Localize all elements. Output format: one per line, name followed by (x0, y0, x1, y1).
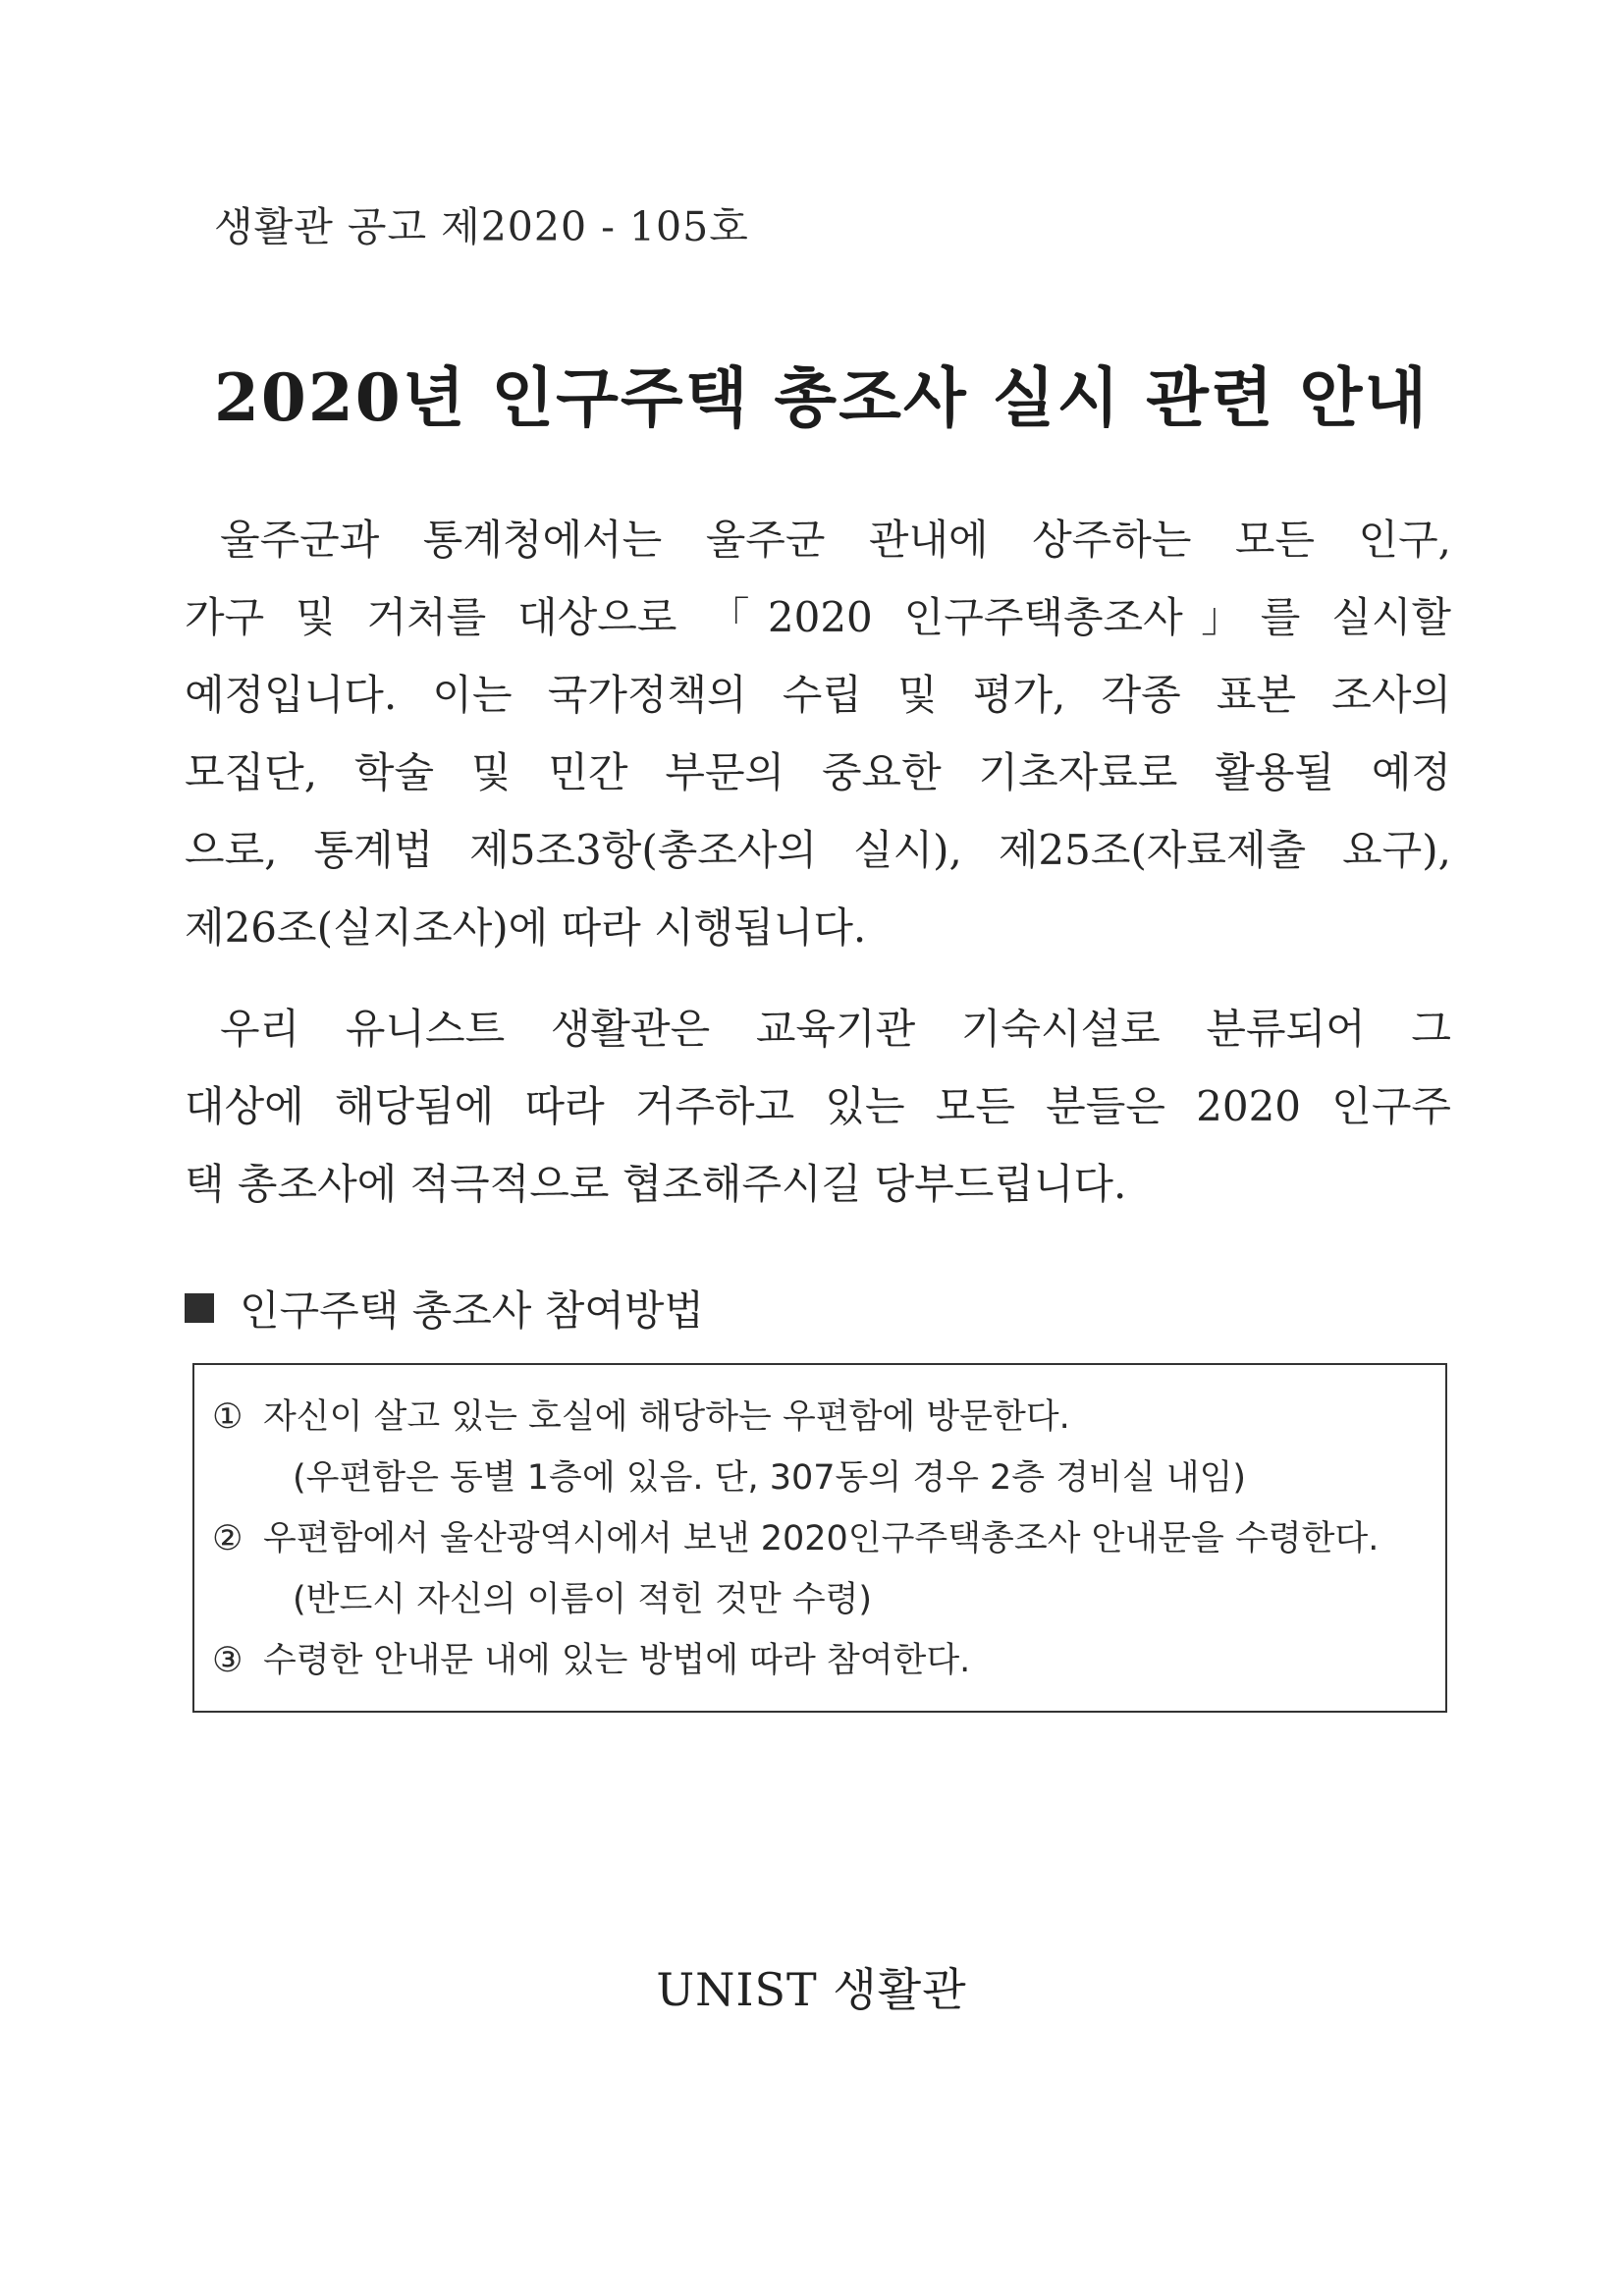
step-item (194, 1508, 1445, 1569)
paragraph-line: 우리 유니스트 생활관은 교육기관 기숙시설로 분류되어 그 (220, 1005, 1451, 1053)
section-heading (185, 1279, 704, 1338)
paragraph-line: 택 총조사에 적극적으로 협조해주시길 당부드립니다. (185, 1160, 1127, 1208)
step-item (194, 1387, 1445, 1448)
section-heading-text: 인구주택 총조사 참여방법 (240, 1286, 704, 1335)
paragraph-line: 으로, 통계법 제5조3항(총조사의 실시), 제25조(자료제출 요구), (185, 826, 1451, 874)
paragraph-line: 가구 및 거처를 대상으로 「2020 인구주택총조사」를 실시할 (185, 593, 1451, 641)
request-paragraph (185, 990, 1451, 1223)
intro-paragraph (185, 501, 1451, 966)
step-note (194, 1448, 1445, 1508)
step-number: ① (212, 1397, 243, 1437)
step-item (194, 1630, 1445, 1691)
square-bullet-icon (185, 1293, 214, 1323)
step-text: 우편함에서 울산광역시에서 보낸 2020인구주택총조사 안내문을 수령한다. (263, 1519, 1380, 1558)
step-number: ② (212, 1519, 243, 1558)
paragraph-line: 예정입니다. 이는 국가정책의 수립 및 평가, 각종 표본 조사의 (185, 671, 1451, 719)
paragraph-line: 모집단, 학술 및 민간 부문의 중요한 기초자료로 활용될 예정 (185, 748, 1451, 796)
step-number: ③ (212, 1641, 243, 1680)
notice-number: 생활관 공고 제2020 - 105호 (214, 203, 749, 250)
step-text: 자신이 살고 있는 호실에 해당하는 우편함에 방문한다. (263, 1397, 1070, 1437)
signature: UNIST 생활관 (656, 1963, 967, 2016)
step-note-text: (우편함은 동별 1층에 있음. 단, 307동의 경우 2층 경비실 내임) (293, 1458, 1247, 1498)
paragraph-line: 제26조(실지조사)에 따라 시행됩니다. (185, 903, 867, 952)
step-note-text: (반드시 자신의 이름이 적힌 것만 수령) (293, 1580, 873, 1619)
participation-steps-box (192, 1363, 1447, 1713)
step-note (194, 1569, 1445, 1630)
document-title: 2020년 인구주택 총조사 실시 관련 안내 (214, 359, 1430, 436)
paragraph-line: 대상에 해당됨에 따라 거주하고 있는 모든 분들은 2020 인구주 (185, 1082, 1451, 1130)
step-text: 수령한 안내문 내에 있는 방법에 따라 참여한다. (263, 1641, 971, 1680)
paragraph-line: 울주군과 통계청에서는 울주군 관내에 상주하는 모든 인구, (220, 516, 1451, 564)
